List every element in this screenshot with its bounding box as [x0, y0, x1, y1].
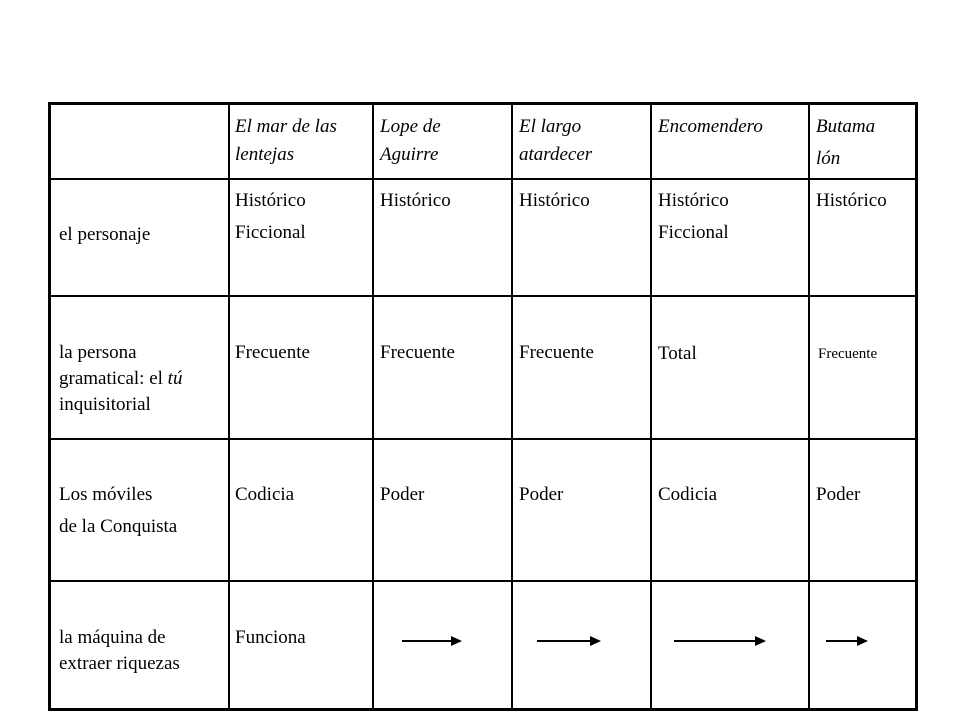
table-cell: Histórico Ficcional [235, 190, 306, 243]
header-cell: El largo atardecer [519, 116, 593, 165]
table-divider [51, 580, 915, 582]
table-cell: Histórico [816, 190, 887, 211]
table-cell: Codicia [658, 484, 718, 505]
table-cell: Poder [519, 484, 564, 505]
table-divider [228, 105, 230, 708]
table-divider [650, 105, 652, 708]
table-divider [372, 105, 374, 708]
header-cell: El mar de las lentejas [235, 116, 337, 165]
table-cell: Total [658, 343, 697, 364]
right-arrow-icon [826, 634, 868, 648]
table-cell: Histórico Ficcional [658, 190, 729, 243]
right-arrow-icon [402, 634, 462, 648]
table-cell: Frecuente [818, 346, 878, 362]
table-cell: Histórico [380, 190, 451, 211]
header-cell: Lope de Aguirre [380, 116, 441, 165]
right-arrow-icon [674, 634, 766, 648]
table-cell: Codicia [235, 484, 295, 505]
comparison-table [48, 102, 918, 711]
table-cell: Poder [816, 484, 861, 505]
table-cell: Frecuente [235, 342, 310, 363]
row-label: el personaje [59, 224, 151, 245]
table-cell: Frecuente [519, 342, 594, 363]
header-cell: Encomendero [658, 116, 763, 137]
table-divider [511, 105, 513, 708]
table-divider [808, 105, 810, 708]
row-label: Los móviles de la Conquista [59, 484, 178, 537]
table-cell: Poder [380, 484, 425, 505]
header-cell: Butama lón [816, 116, 876, 169]
row-label: la máquina de extraer riquezas [59, 627, 180, 674]
table-cell: Frecuente [380, 342, 455, 363]
table-cell: Histórico [519, 190, 590, 211]
row-label: la persona gramatical: el tú inquisitorial [59, 342, 183, 415]
right-arrow-icon [537, 634, 601, 648]
table-divider [51, 178, 915, 180]
table-cell: Funciona [235, 627, 306, 648]
table-divider [51, 295, 915, 297]
table-divider [51, 438, 915, 440]
